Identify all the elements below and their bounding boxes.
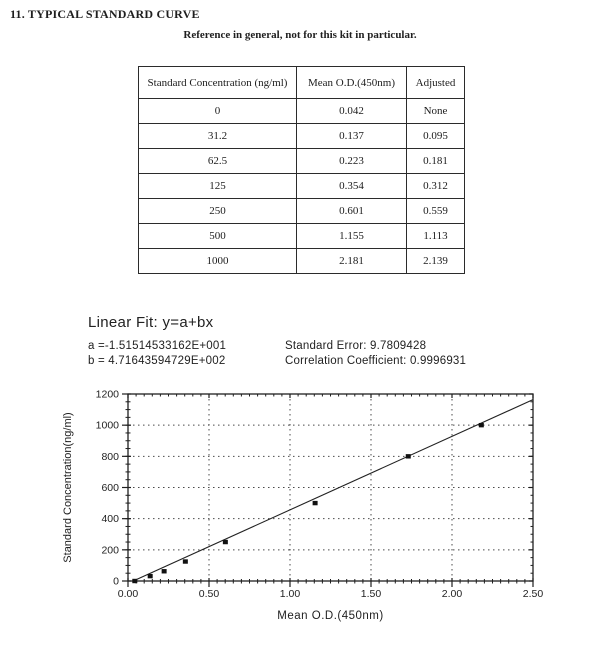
data-point-marker bbox=[183, 559, 188, 563]
correlation-coefficient: Correlation Coefficient: 0.9996931 bbox=[285, 355, 467, 367]
table-cell: 1.113 bbox=[407, 224, 465, 249]
table-row bbox=[139, 149, 465, 174]
y-axis-title: Standard Concentration(ng/ml) bbox=[62, 412, 74, 563]
x-tick-label: 0.00 bbox=[117, 588, 139, 600]
table-cell: None bbox=[407, 99, 465, 124]
linear-fit-stats bbox=[88, 340, 466, 367]
table-header-cell: Adjusted bbox=[407, 67, 465, 99]
table-cell: 0.095 bbox=[407, 124, 465, 149]
table-header-cell: Standard Concentration (ng/ml) bbox=[139, 67, 297, 99]
table-row bbox=[139, 249, 465, 274]
y-tick-label: 800 bbox=[101, 450, 119, 463]
table-row bbox=[139, 224, 465, 249]
linear-fit-heading: Linear Fit: y=a+bx bbox=[88, 314, 214, 331]
table-header-cell: Mean O.D.(450nm) bbox=[297, 67, 407, 99]
table-cell: 62.5 bbox=[139, 149, 297, 174]
table-cell: 31.2 bbox=[139, 124, 297, 149]
table-row bbox=[139, 124, 465, 149]
table-cell: 0.312 bbox=[407, 174, 465, 199]
y-tick-label: 1000 bbox=[95, 419, 119, 432]
standard-curve-chart bbox=[58, 386, 550, 631]
reference-note: Reference in general, not for this kit in particular. bbox=[183, 29, 417, 41]
standards-table bbox=[138, 66, 465, 274]
data-point-marker bbox=[313, 501, 318, 505]
x-tick-label: 2.00 bbox=[441, 588, 463, 600]
data-point-marker bbox=[162, 569, 167, 573]
x-tick-label: 1.50 bbox=[360, 588, 382, 600]
y-tick-label: 0 bbox=[113, 575, 119, 588]
table-cell: 0.042 bbox=[297, 99, 407, 124]
linear-fit-block bbox=[88, 314, 466, 367]
x-tick-label: 2.50 bbox=[522, 588, 544, 600]
standards-table-body bbox=[139, 99, 465, 274]
y-tick-label: 600 bbox=[101, 482, 119, 494]
data-point-marker bbox=[132, 579, 137, 583]
table-cell: 0.354 bbox=[297, 174, 407, 199]
y-tick-label: 400 bbox=[101, 513, 119, 526]
section-title: 11. TYPICAL STANDARD CURVE bbox=[10, 7, 200, 21]
x-tick-label: 0.50 bbox=[198, 588, 220, 600]
grid-lines bbox=[128, 394, 533, 581]
table-cell: 0.181 bbox=[407, 149, 465, 174]
table-row bbox=[139, 199, 465, 224]
table-cell: 1.155 bbox=[297, 224, 407, 249]
fit-line bbox=[133, 400, 533, 581]
data-point-marker bbox=[223, 540, 228, 544]
table-header-row bbox=[139, 67, 465, 99]
table-cell: 125 bbox=[139, 174, 297, 199]
coefficient-b: b = 4.71643594729E+002 bbox=[88, 355, 226, 367]
x-axis-title: Mean O.D.(450nm) bbox=[277, 610, 384, 622]
table-cell: 1000 bbox=[139, 249, 297, 274]
table-cell: 0.559 bbox=[407, 199, 465, 224]
y-tick-label: 200 bbox=[101, 544, 119, 557]
table-row bbox=[139, 99, 465, 124]
table-cell: 0.601 bbox=[297, 199, 407, 224]
data-point-marker bbox=[406, 454, 411, 458]
standards-table-head bbox=[139, 67, 465, 99]
table-cell: 500 bbox=[139, 224, 297, 249]
y-tick-label: 1200 bbox=[95, 388, 119, 401]
table-cell: 250 bbox=[139, 199, 297, 224]
table-cell: 2.181 bbox=[297, 249, 407, 274]
table-row bbox=[139, 174, 465, 199]
table-cell: 2.139 bbox=[407, 249, 465, 274]
x-tick-label: 1.00 bbox=[279, 588, 301, 600]
coefficient-a: a =-1.51514533162E+001 bbox=[88, 340, 227, 352]
data-points bbox=[132, 423, 484, 583]
table-cell: 0.223 bbox=[297, 149, 407, 174]
data-point-marker bbox=[479, 423, 484, 427]
table-cell: 0 bbox=[139, 99, 297, 124]
standard-error: Standard Error: 9.7809428 bbox=[285, 340, 427, 352]
table-cell: 0.137 bbox=[297, 124, 407, 149]
data-point-marker bbox=[148, 574, 153, 578]
